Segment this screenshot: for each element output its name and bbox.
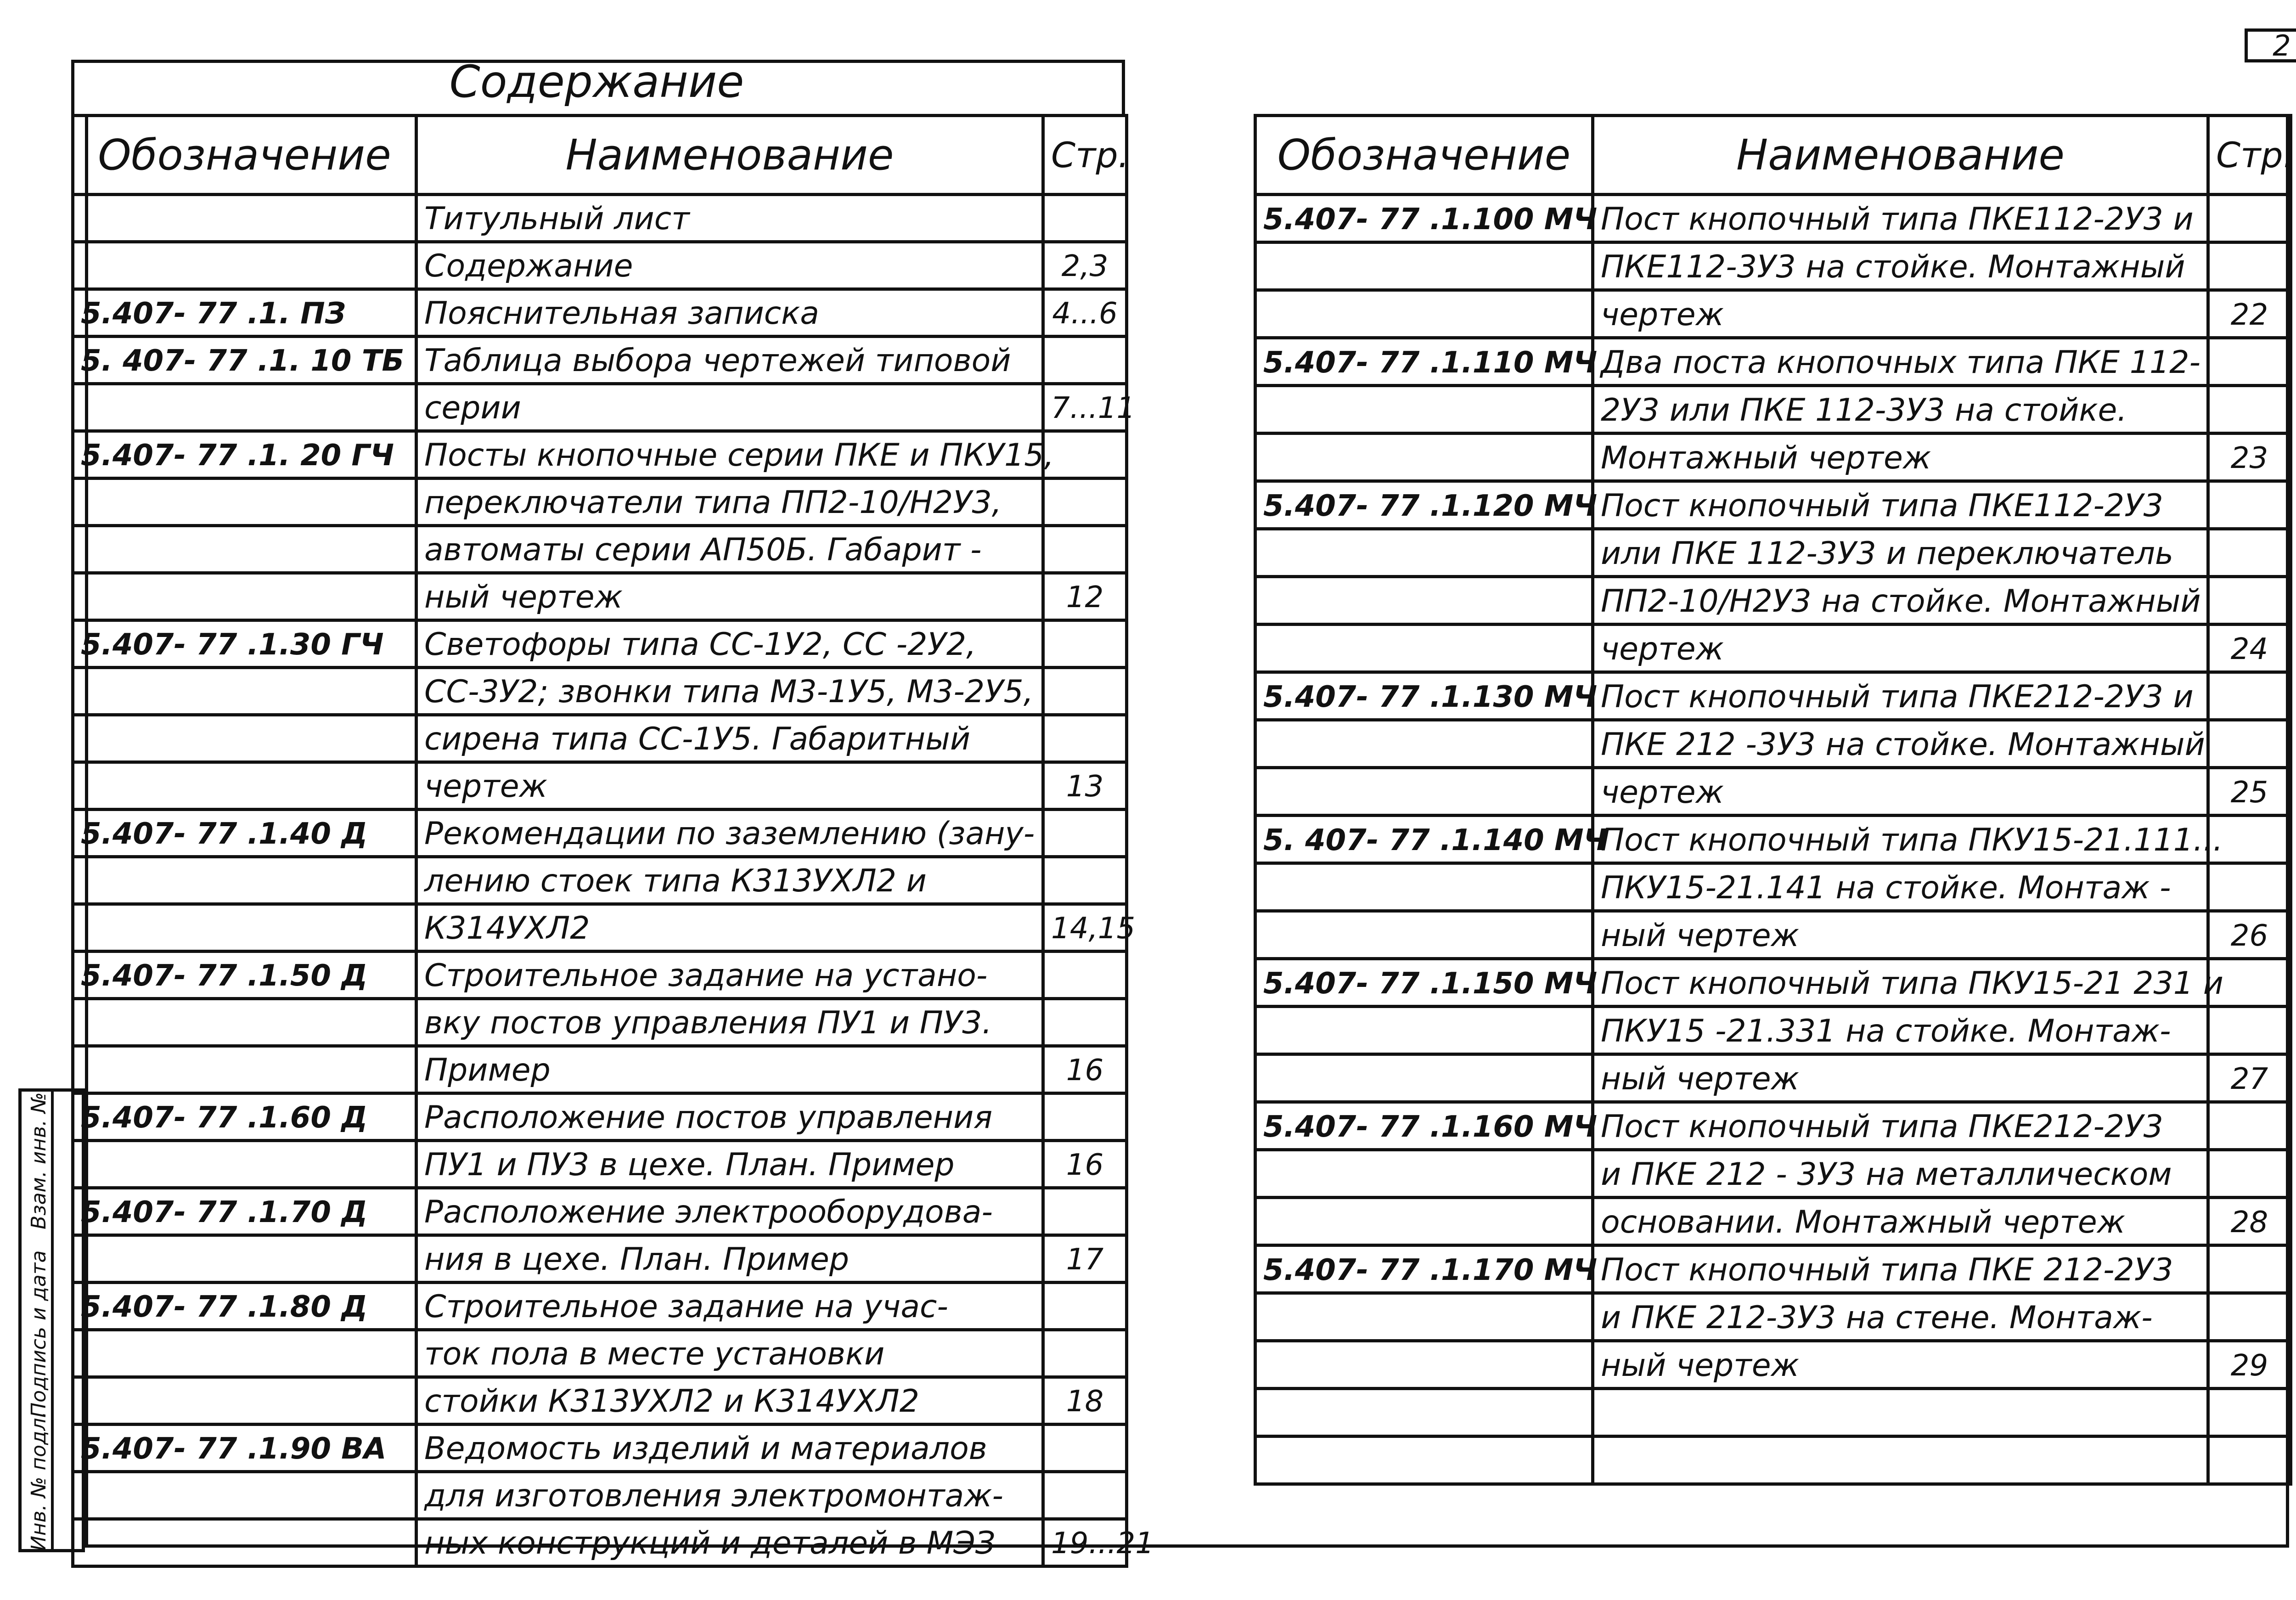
page-cell: [1043, 1283, 1127, 1330]
page-cell: [2208, 577, 2291, 625]
name-cell: Пост кнопочный типа ПКЕ112-2У3: [1593, 481, 2208, 529]
table-row: [73, 1235, 1127, 1283]
table-row: [1255, 1007, 2291, 1054]
code-cell: 5.407- 77 .1.30 ГЧ: [73, 620, 416, 668]
name-cell: ПКЕ112-3У3 на стойке. Монтажный: [1593, 242, 2208, 290]
header-code: Обозначение: [73, 116, 416, 195]
code-cell: [73, 904, 416, 952]
name-cell: чертеж: [416, 762, 1043, 810]
name-cell: Посты кнопочные серии ПКЕ и ПКУ15,: [416, 431, 1043, 479]
table-row: [73, 620, 1127, 668]
code-cell: [1255, 1150, 1593, 1198]
page-cell: [1043, 1472, 1127, 1519]
page-cell: 29: [2208, 1341, 2291, 1389]
page-cell: [1043, 620, 1127, 668]
page-cell: [1043, 526, 1127, 573]
table-row: [73, 1472, 1127, 1519]
name-cell: Рекомендации по заземлению (зану-: [416, 810, 1043, 857]
code-cell: 5.407- 77 .1.150 МЧ: [1255, 959, 1593, 1007]
page-cell: [2208, 481, 2291, 529]
page-cell: [2208, 242, 2291, 290]
table-row: [73, 810, 1127, 857]
page-title: Содержание: [449, 56, 744, 107]
table-row: [73, 1330, 1127, 1377]
stamp-replace-inv: Взам. инв. №: [27, 1092, 51, 1229]
name-cell: ПП2-10/Н2У3 на стойке. Монтажный: [1593, 577, 2208, 625]
page-cell: [1043, 195, 1127, 242]
name-cell: и ПКЕ 212 - 3У3 на металлическом: [1593, 1150, 2208, 1198]
code-cell: [73, 526, 416, 573]
table-row: [1255, 1293, 2291, 1341]
page-cell: [1043, 1330, 1127, 1377]
page-cell: 7...11: [1043, 384, 1127, 431]
page-cell: [1043, 1425, 1127, 1472]
table-row: [73, 431, 1127, 479]
table-row: [1255, 290, 2291, 338]
header-page: Стр.: [1043, 116, 1127, 195]
table-row: [1255, 242, 2291, 290]
header-name: Наименование: [1593, 116, 2208, 195]
name-cell: ПКУ15-21.141 на стойке. Монтаж -: [1593, 863, 2208, 911]
name-cell: чертеж: [1593, 290, 2208, 338]
page-cell: 2,3: [1043, 242, 1127, 289]
name-cell: Пост кнопочный типа ПКЕ212-2У3: [1593, 1102, 2208, 1150]
header-name: Наименование: [416, 116, 1043, 195]
name-cell: Пост кнопочный типа ПКУ15-21 231 и: [1593, 959, 2208, 1007]
name-cell: Светофоры типа СС-1У2, СС -2У2,: [416, 620, 1043, 668]
page-number: 2: [2273, 28, 2291, 62]
page-cell: [1043, 810, 1127, 857]
page-cell: 22: [2208, 290, 2291, 338]
name-cell: автоматы серии АП50Б. Габарит -: [416, 526, 1043, 573]
code-cell: 5.407- 77 .1.40 Д: [73, 810, 416, 857]
table-row: [1255, 386, 2291, 434]
name-cell: чертеж: [1593, 768, 2208, 816]
name-cell: Ведомость изделий и материалов: [416, 1425, 1043, 1472]
name-cell: ный чертеж: [1593, 1341, 2208, 1389]
page-cell: [1043, 337, 1127, 384]
code-cell: 5.407- 77 .1.160 МЧ: [1255, 1102, 1593, 1150]
name-cell: Строительное задание на учас-: [416, 1283, 1043, 1330]
stamp-sign-date: Подпись и дата: [27, 1250, 51, 1418]
table-row: [73, 762, 1127, 810]
table-row: [1255, 1437, 2291, 1484]
page-cell: [2208, 1007, 2291, 1054]
code-cell: [73, 1519, 416, 1566]
code-cell: [1255, 768, 1593, 816]
code-cell: [73, 384, 416, 431]
code-cell: 5. 407- 77 .1. 10 ТБ: [73, 337, 416, 384]
code-cell: 5.407- 77 .1.170 МЧ: [1255, 1245, 1593, 1293]
code-cell: 5.407- 77 .1.130 МЧ: [1255, 672, 1593, 720]
page-number-box: [2245, 28, 2296, 62]
page-cell: [2208, 195, 2291, 242]
table-row: [73, 857, 1127, 904]
name-cell: чертеж: [1593, 625, 2208, 672]
name-cell: Пост кнопочный типа ПКЕ112-2У3 и: [1593, 195, 2208, 242]
name-cell: ный чертеж: [1593, 911, 2208, 959]
name-cell: ный чертеж: [1593, 1054, 2208, 1102]
name-cell: СС-3У2; звонки типа М3-1У5, М3-2У5,: [416, 668, 1043, 715]
code-cell: [1255, 242, 1593, 290]
name-cell: Пост кнопочный типа ПКЕ 212-2У3: [1593, 1245, 2208, 1293]
page-cell: 13: [1043, 762, 1127, 810]
code-cell: [1255, 1293, 1593, 1341]
name-cell: вку постов управления ПУ1 и ПУ3.: [416, 999, 1043, 1046]
name-cell: Строительное задание на устано-: [416, 952, 1043, 999]
name-cell: стойки К313УХЛ2 и К314УХЛ2: [416, 1377, 1043, 1425]
page-cell: [2208, 386, 2291, 434]
table-row: [73, 668, 1127, 715]
code-cell: [73, 1330, 416, 1377]
table-row: [1255, 672, 2291, 720]
code-cell: [1255, 1341, 1593, 1389]
page-cell: 17: [1043, 1235, 1127, 1283]
page-cell: 23: [2208, 434, 2291, 481]
name-cell: ПКЕ 212 -3У3 на стойке. Монтажный: [1593, 720, 2208, 768]
name-cell: К314УХЛ2: [416, 904, 1043, 952]
name-cell: Пример: [416, 1046, 1043, 1093]
table-row: [73, 384, 1127, 431]
code-cell: 5.407- 77 .1.70 Д: [73, 1188, 416, 1235]
code-cell: [1255, 290, 1593, 338]
name-cell: ния в цехе. План. Пример: [416, 1235, 1043, 1283]
table-row: [1255, 768, 2291, 816]
code-cell: [1255, 911, 1593, 959]
page-cell: [2208, 1437, 2291, 1484]
code-cell: [1255, 1054, 1593, 1102]
name-cell: Два поста кнопочных типа ПКЕ 112-: [1593, 338, 2208, 386]
name-cell: Расположение постов управления: [416, 1093, 1043, 1141]
name-cell: Пост кнопочный типа ПКЕ212-2У3 и: [1593, 672, 2208, 720]
page-cell: [1043, 715, 1127, 762]
page-cell: [1043, 857, 1127, 904]
name-cell: ных конструкций и деталей в МЭЗ: [416, 1519, 1043, 1566]
page-cell: 18: [1043, 1377, 1127, 1425]
table-row: [73, 1046, 1127, 1093]
code-cell: 5. 407- 77 .1.140 МЧ: [1255, 816, 1593, 863]
code-cell: [73, 242, 416, 289]
code-cell: [73, 762, 416, 810]
name-cell: основании. Монтажный чертеж: [1593, 1198, 2208, 1245]
page-cell: [2208, 1293, 2291, 1341]
code-cell: [73, 1046, 416, 1093]
table-row: [1255, 959, 2291, 1007]
page-cell: [1043, 1188, 1127, 1235]
header-code: Обозначение: [1255, 116, 1593, 195]
table-row: [73, 952, 1127, 999]
table-row: [73, 289, 1127, 337]
name-cell: Пост кнопочный типа ПКУ15-21.111...: [1593, 816, 2208, 863]
table-row: [1255, 529, 2291, 577]
page-cell: [1043, 668, 1127, 715]
table-row: [73, 1188, 1127, 1235]
table-row: [73, 999, 1127, 1046]
table-row: [1255, 625, 2291, 672]
name-cell: Расположение электрооборудова-: [416, 1188, 1043, 1235]
table-row: [1255, 195, 2291, 242]
code-cell: [73, 1141, 416, 1188]
table-row: [73, 1141, 1127, 1188]
page-cell: [1043, 479, 1127, 526]
page-cell: [1043, 952, 1127, 999]
table-row: [73, 1377, 1127, 1425]
code-cell: [1255, 863, 1593, 911]
code-cell: [73, 573, 416, 620]
name-cell: ток пола в месте установки: [416, 1330, 1043, 1377]
table-row: [1255, 1389, 2291, 1437]
table-row: [1255, 481, 2291, 529]
name-cell: [1593, 1437, 2208, 1484]
table-row: [73, 715, 1127, 762]
toc-table-left: [71, 114, 1154, 1568]
code-cell: 5.407- 77 .1.60 Д: [73, 1093, 416, 1141]
code-cell: [1255, 1007, 1593, 1054]
code-cell: 5.407- 77 .1.110 МЧ: [1255, 338, 1593, 386]
page-cell: 16: [1043, 1046, 1127, 1093]
code-cell: [73, 668, 416, 715]
page-cell: 25: [2208, 768, 2291, 816]
name-cell: или ПКЕ 112-3У3 и переключатель: [1593, 529, 2208, 577]
name-cell: лению стоек типа К313УХЛ2 и: [416, 857, 1043, 904]
table-row: [1255, 577, 2291, 625]
page-cell: [2208, 672, 2291, 720]
table-row: [73, 242, 1127, 289]
table-row: [73, 904, 1127, 952]
name-cell: Таблица выбора чертежей типовой: [416, 337, 1043, 384]
table-row: [1255, 1245, 2291, 1293]
name-cell: ПУ1 и ПУ3 в цехе. План. Пример: [416, 1141, 1043, 1188]
code-cell: [73, 1377, 416, 1425]
table-row: [73, 573, 1127, 620]
code-cell: [73, 1235, 416, 1283]
code-cell: [73, 857, 416, 904]
table-row: [1255, 1102, 2291, 1150]
code-cell: [1255, 434, 1593, 481]
page-cell: [2208, 1150, 2291, 1198]
code-cell: [1255, 577, 1593, 625]
code-cell: 5.407- 77 .1. ПЗ: [73, 289, 416, 337]
name-cell: сирена типа СС-1У5. Габаритный: [416, 715, 1043, 762]
name-cell: серии: [416, 384, 1043, 431]
name-cell: Монтажный чертеж: [1593, 434, 2208, 481]
page-cell: [2208, 1389, 2291, 1437]
code-cell: [1255, 1389, 1593, 1437]
code-cell: [73, 479, 416, 526]
table-row: [1255, 911, 2291, 959]
table-row: [73, 479, 1127, 526]
name-cell: для изготовления электромонтаж-: [416, 1472, 1043, 1519]
name-cell: и ПКЕ 212-3У3 на стене. Монтаж-: [1593, 1293, 2208, 1341]
table-row: [1255, 338, 2291, 386]
page-cell: 14,15: [1043, 904, 1127, 952]
name-cell: 2У3 или ПКЕ 112-3У3 на стойке.: [1593, 386, 2208, 434]
page-cell: [2208, 720, 2291, 768]
page-cell: [1043, 431, 1127, 479]
page-cell: 16: [1043, 1141, 1127, 1188]
table-row: [1255, 863, 2291, 911]
name-cell: ный чертеж: [416, 573, 1043, 620]
page-cell: 4...6: [1043, 289, 1127, 337]
code-cell: [1255, 720, 1593, 768]
code-cell: [73, 195, 416, 242]
name-cell: переключатели типа ПП2-10/Н2У3,: [416, 479, 1043, 526]
code-cell: [1255, 625, 1593, 672]
page-cell: 27: [2208, 1054, 2291, 1102]
code-cell: [1255, 1437, 1593, 1484]
name-cell: Содержание: [416, 242, 1043, 289]
table-row: [1255, 720, 2291, 768]
page-cell: [2208, 338, 2291, 386]
page-cell: [1043, 999, 1127, 1046]
table-row: [1255, 1054, 2291, 1102]
page-cell: [2208, 529, 2291, 577]
page-cell: [2208, 1102, 2291, 1150]
page-cell: 24: [2208, 625, 2291, 672]
table-row: [1255, 1198, 2291, 1245]
table-row: [73, 1283, 1127, 1330]
page-cell: [2208, 1245, 2291, 1293]
table-row: [1255, 1150, 2291, 1198]
code-cell: 5.407- 77 .1.90 ВА: [73, 1425, 416, 1472]
name-cell: Пояснительная записка: [416, 289, 1043, 337]
page-cell: [2208, 863, 2291, 911]
code-cell: 5.407- 77 .1.50 Д: [73, 952, 416, 999]
page-cell: 28: [2208, 1198, 2291, 1245]
table-row: [73, 526, 1127, 573]
table-row: [73, 1519, 1127, 1566]
header-page: Стр.: [2208, 116, 2291, 195]
page-cell: 19...21: [1043, 1519, 1127, 1566]
page-cell: 12: [1043, 573, 1127, 620]
name-cell: Титульный лист: [416, 195, 1043, 242]
code-cell: 5.407- 77 .1.100 МЧ: [1255, 195, 1593, 242]
table-row: [73, 1425, 1127, 1472]
code-cell: 5.407- 77 .1.120 МЧ: [1255, 481, 1593, 529]
code-cell: 5.407- 77 .1.80 Д: [73, 1283, 416, 1330]
table-row: [73, 1093, 1127, 1141]
code-cell: [73, 1472, 416, 1519]
table-row: [73, 337, 1127, 384]
code-cell: 5.407- 77 .1. 20 ГЧ: [73, 431, 416, 479]
name-cell: ПКУ15 -21.331 на стойке. Монтаж-: [1593, 1007, 2208, 1054]
toc-table-right: [1254, 114, 2292, 1486]
code-cell: [1255, 386, 1593, 434]
code-cell: [73, 715, 416, 762]
code-cell: [1255, 529, 1593, 577]
name-cell: [1593, 1389, 2208, 1437]
table-row: [1255, 1341, 2291, 1389]
stamp-inv-no: Инв. № подл.: [27, 1411, 51, 1551]
page-cell: [1043, 1093, 1127, 1141]
page-cell: 26: [2208, 911, 2291, 959]
table-row: [1255, 434, 2291, 481]
table-row: [1255, 816, 2291, 863]
code-cell: [1255, 1198, 1593, 1245]
code-cell: [73, 999, 416, 1046]
table-row: [73, 195, 1127, 242]
side-stamp: [18, 1088, 85, 1552]
